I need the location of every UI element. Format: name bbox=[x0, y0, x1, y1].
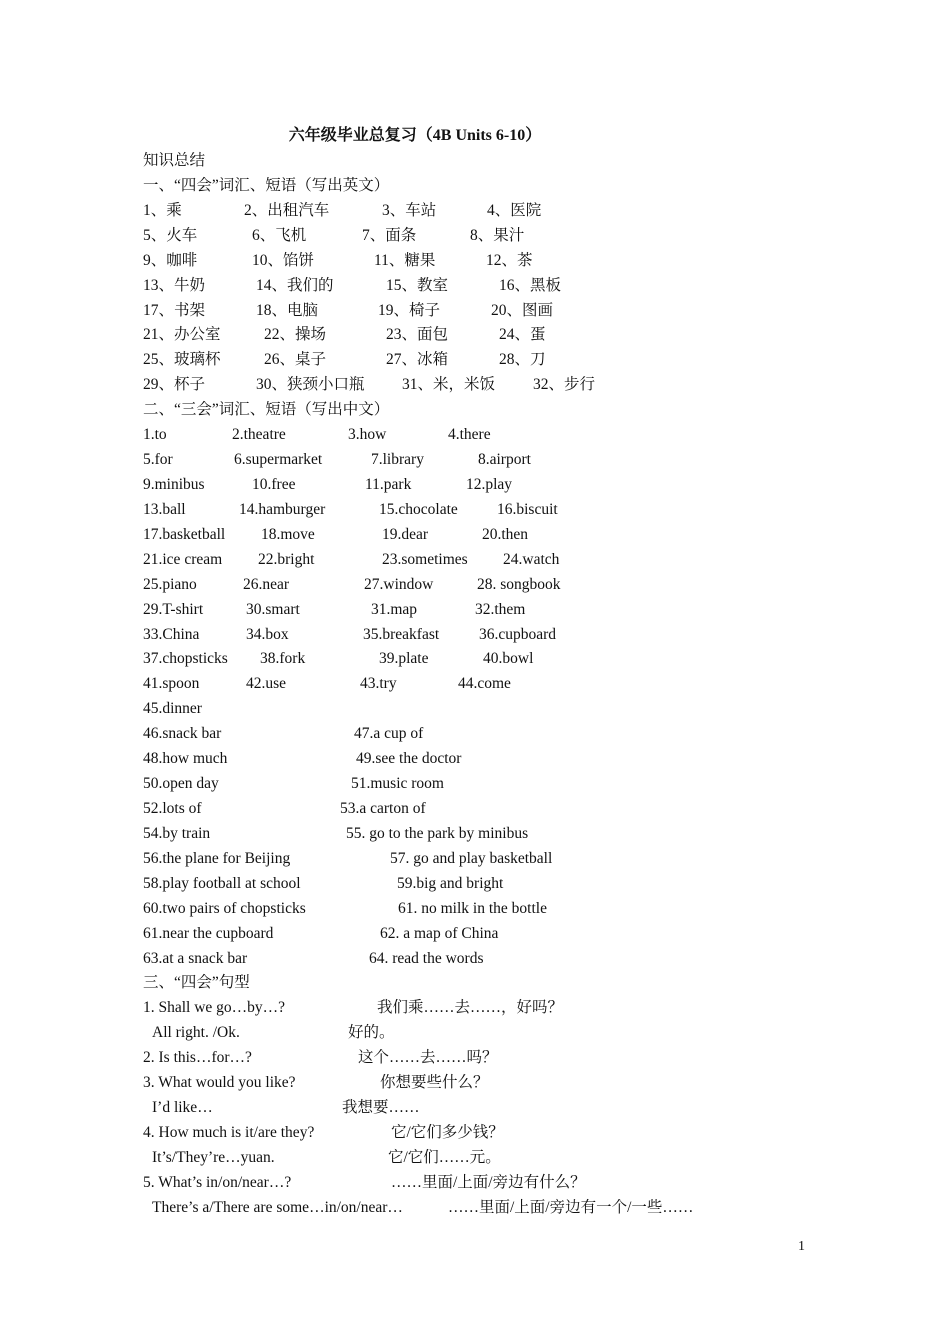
text-line bbox=[143, 772, 863, 797]
line-cell: 50.open day bbox=[143, 775, 219, 793]
line-cell: 13.ball bbox=[143, 500, 186, 518]
line-cell: 你想要些什么？ bbox=[380, 1074, 489, 1092]
line-cell: 13、牛奶 bbox=[143, 276, 206, 294]
line-cell: 知识总结 bbox=[143, 152, 206, 169]
line-cell: 2. Is this…for…? bbox=[143, 1049, 252, 1067]
line-cell: 36.cupboard bbox=[479, 625, 557, 643]
text-line bbox=[143, 498, 863, 523]
line-cell: 15.chocolate bbox=[379, 500, 458, 518]
text-line bbox=[143, 523, 863, 548]
line-cell: 64. read the words bbox=[369, 949, 484, 967]
line-cell: 15、教室 bbox=[386, 276, 449, 294]
line-cell: 28、刀 bbox=[499, 351, 546, 369]
line-cell: 51.music room bbox=[351, 775, 444, 793]
line-cell: 19.dear bbox=[382, 525, 429, 543]
line-cell: 23、面包 bbox=[386, 326, 449, 344]
text-line bbox=[143, 1146, 863, 1171]
line-cell: 26、桌子 bbox=[264, 351, 327, 369]
line-cell: 49.see the doctor bbox=[356, 750, 462, 768]
line-cell: 19、椅子 bbox=[378, 301, 441, 319]
line-cell: 30、狭颈小口瓶 bbox=[256, 376, 365, 394]
line-cell: 12、茶 bbox=[486, 251, 533, 269]
line-cell: 47.a cup of bbox=[354, 725, 424, 743]
line-cell: 62. a map of China bbox=[380, 924, 499, 942]
text-line bbox=[143, 348, 863, 373]
line-cell: 7.library bbox=[371, 451, 424, 469]
line-cell: 42.use bbox=[246, 675, 287, 693]
line-cell: 57. go and play basketball bbox=[390, 849, 553, 867]
text-line bbox=[143, 971, 863, 996]
text-line bbox=[143, 797, 863, 822]
text-line bbox=[143, 1046, 863, 1071]
line-cell: 44.come bbox=[458, 675, 511, 693]
text-line bbox=[143, 647, 863, 672]
text-line bbox=[143, 423, 863, 448]
line-cell: 22.bright bbox=[258, 550, 315, 568]
text-line bbox=[143, 548, 863, 573]
line-cell: 23.sometimes bbox=[382, 550, 468, 568]
line-cell: 我们乘……去……，好吗？ bbox=[377, 999, 564, 1017]
text-line bbox=[143, 922, 863, 947]
text-line bbox=[143, 473, 863, 498]
line-cell: 28. songbook bbox=[477, 575, 561, 593]
line-cell: 20、图画 bbox=[491, 301, 554, 319]
line-cell: 37.chopsticks bbox=[143, 650, 228, 668]
line-cell: 22、操场 bbox=[264, 326, 327, 344]
text-line bbox=[143, 249, 863, 274]
text-line bbox=[143, 573, 863, 598]
line-cell: 46.snack bar bbox=[143, 725, 222, 743]
line-cell: 3.how bbox=[348, 426, 387, 444]
text-line bbox=[143, 847, 863, 872]
text-line bbox=[143, 299, 863, 324]
line-cell: 31.map bbox=[371, 600, 418, 618]
text-line bbox=[143, 747, 863, 772]
text-line bbox=[143, 149, 863, 174]
line-cell: 16.biscuit bbox=[497, 500, 558, 518]
line-cell: 10.free bbox=[252, 475, 296, 493]
line-cell: 21、办公室 bbox=[143, 326, 221, 344]
text-line bbox=[143, 1196, 863, 1221]
text-line bbox=[143, 697, 863, 722]
line-cell: 14、我们的 bbox=[256, 276, 334, 294]
line-cell: 35.breakfast bbox=[363, 625, 440, 643]
line-cell: 一、“四会”词汇、短语（写出英文） bbox=[143, 176, 390, 194]
line-cell: 18、电脑 bbox=[256, 301, 319, 319]
line-cell: ……里面/上面/旁边有什么？ bbox=[391, 1173, 586, 1191]
line-cell: 3. What would you like? bbox=[143, 1074, 296, 1092]
line-cell: 29.T-shirt bbox=[143, 600, 204, 618]
line-cell: All right. /Ok. bbox=[152, 1024, 240, 1042]
text-line bbox=[143, 1071, 863, 1096]
line-cell: I’d like… bbox=[152, 1099, 213, 1117]
line-cell: 27、冰箱 bbox=[386, 351, 449, 369]
line-cell: 它/它们……元。 bbox=[388, 1148, 501, 1166]
line-cell: 61. no milk in the bottle bbox=[398, 899, 547, 917]
line-cell: 38.fork bbox=[260, 650, 306, 668]
line-cell: 26.near bbox=[243, 575, 290, 593]
line-cell: 二、“三会”词汇、短语（写出中文） bbox=[143, 401, 390, 419]
line-cell: 16、黑板 bbox=[499, 276, 562, 294]
text-line bbox=[143, 398, 863, 423]
line-cell: 1.to bbox=[143, 426, 167, 444]
line-cell: 8、果汁 bbox=[470, 226, 525, 244]
line-cell: 10、馅饼 bbox=[252, 251, 315, 269]
line-cell: 4. How much is it/are they? bbox=[143, 1123, 315, 1141]
line-cell: 9、咖啡 bbox=[143, 251, 198, 269]
text-line bbox=[143, 274, 863, 299]
line-cell: 33.China bbox=[143, 625, 200, 643]
document-title: 六年级毕业总复习（4B Units 6-10） bbox=[288, 127, 542, 144]
line-cell: 20.then bbox=[482, 525, 529, 543]
line-cell: 14.hamburger bbox=[239, 500, 326, 518]
line-cell: 7、面条 bbox=[362, 226, 417, 244]
line-cell: 29、杯子 bbox=[143, 376, 206, 394]
line-cell: 我想要…… bbox=[342, 1099, 420, 1117]
text-line bbox=[143, 672, 863, 697]
line-cell: 56.the plane for Beijing bbox=[143, 849, 291, 867]
line-cell: 它/它们多少钱？ bbox=[391, 1123, 504, 1141]
line-cell: 11、糖果 bbox=[374, 251, 436, 269]
line-cell: 9.minibus bbox=[143, 475, 205, 493]
line-cell: 41.spoon bbox=[143, 675, 200, 693]
text-line bbox=[143, 373, 863, 398]
line-cell: 17、书架 bbox=[143, 301, 206, 319]
line-cell: 6、飞机 bbox=[252, 226, 307, 244]
line-cell: 11.park bbox=[365, 475, 412, 493]
line-cell: 25、玻璃杯 bbox=[143, 351, 221, 369]
line-cell: 61.near the cupboard bbox=[143, 924, 274, 942]
text-line bbox=[143, 174, 863, 199]
line-cell: 40.bowl bbox=[483, 650, 534, 668]
line-cell: 32、步行 bbox=[533, 376, 596, 394]
line-cell: 32.them bbox=[475, 600, 526, 618]
line-cell: It’s/They’re…yuan. bbox=[152, 1148, 275, 1166]
line-cell: 27.window bbox=[364, 575, 434, 593]
line-cell: 18.move bbox=[261, 525, 315, 543]
line-cell: 48.how much bbox=[143, 750, 228, 768]
text-line bbox=[143, 448, 863, 473]
line-cell: 39.plate bbox=[379, 650, 429, 668]
text-line bbox=[143, 872, 863, 897]
line-cell: There’s a/There are some…in/on/near… bbox=[152, 1198, 403, 1216]
text-line bbox=[143, 623, 863, 648]
text-line bbox=[143, 199, 863, 224]
text-line bbox=[143, 722, 863, 747]
page-number: 1 bbox=[798, 1239, 805, 1254]
line-cell: 三、“四会”句型 bbox=[143, 974, 250, 992]
text-line bbox=[143, 947, 863, 972]
line-cell: 1、乘 bbox=[143, 201, 182, 219]
text-line bbox=[143, 996, 863, 1021]
line-cell: 12.play bbox=[466, 475, 513, 493]
line-cell: 53.a carton of bbox=[340, 799, 426, 817]
line-cell: 52.lots of bbox=[143, 799, 202, 817]
line-cell: 25.piano bbox=[143, 575, 197, 593]
line-cell: 34.box bbox=[246, 625, 289, 643]
line-cell: ……里面/上面/旁边有一个/一些…… bbox=[448, 1198, 694, 1216]
text-line bbox=[143, 822, 863, 847]
text-line bbox=[143, 323, 863, 348]
line-cell: 1. Shall we go…by…? bbox=[143, 999, 286, 1017]
line-cell: 4.there bbox=[448, 426, 491, 444]
line-cell: 55. go to the park by minibus bbox=[346, 824, 529, 842]
line-cell: 4、医院 bbox=[487, 201, 542, 219]
line-cell: 24、蛋 bbox=[499, 326, 546, 344]
text-line bbox=[143, 1121, 863, 1146]
line-cell: 30.smart bbox=[246, 600, 300, 618]
text-line bbox=[143, 1171, 863, 1196]
line-cell: 2.theatre bbox=[232, 426, 286, 444]
line-cell: 6.supermarket bbox=[234, 451, 323, 469]
text-line bbox=[143, 598, 863, 623]
line-cell: 好的。 bbox=[348, 1024, 395, 1042]
line-cell: 60.two pairs of chopsticks bbox=[143, 899, 306, 917]
line-cell: 24.watch bbox=[503, 550, 560, 568]
text-line bbox=[143, 1021, 863, 1046]
line-cell: 2、出租汽车 bbox=[244, 201, 330, 219]
line-cell: 5. What’s in/on/near…? bbox=[143, 1173, 292, 1191]
line-cell: 17.basketball bbox=[143, 525, 226, 543]
line-cell: 31、米，米饭 bbox=[402, 376, 496, 394]
line-cell: 63.at a snack bar bbox=[143, 949, 248, 967]
line-cell: 5、火车 bbox=[143, 226, 198, 244]
review-content bbox=[143, 149, 863, 1221]
line-cell: 59.big and bright bbox=[397, 874, 504, 892]
text-line bbox=[143, 1096, 863, 1121]
line-cell: 54.by train bbox=[143, 824, 211, 842]
line-cell: 21.ice cream bbox=[143, 550, 223, 568]
line-cell: 45.dinner bbox=[143, 700, 202, 718]
text-line bbox=[143, 224, 863, 249]
line-cell: 3、车站 bbox=[382, 201, 437, 219]
line-cell: 这个……去……吗？ bbox=[358, 1049, 498, 1067]
line-cell: 8.airport bbox=[478, 451, 531, 469]
text-line bbox=[143, 897, 863, 922]
line-cell: 43.try bbox=[360, 675, 397, 693]
line-cell: 58.play football at school bbox=[143, 874, 301, 892]
line-cell: 5.for bbox=[143, 451, 173, 469]
